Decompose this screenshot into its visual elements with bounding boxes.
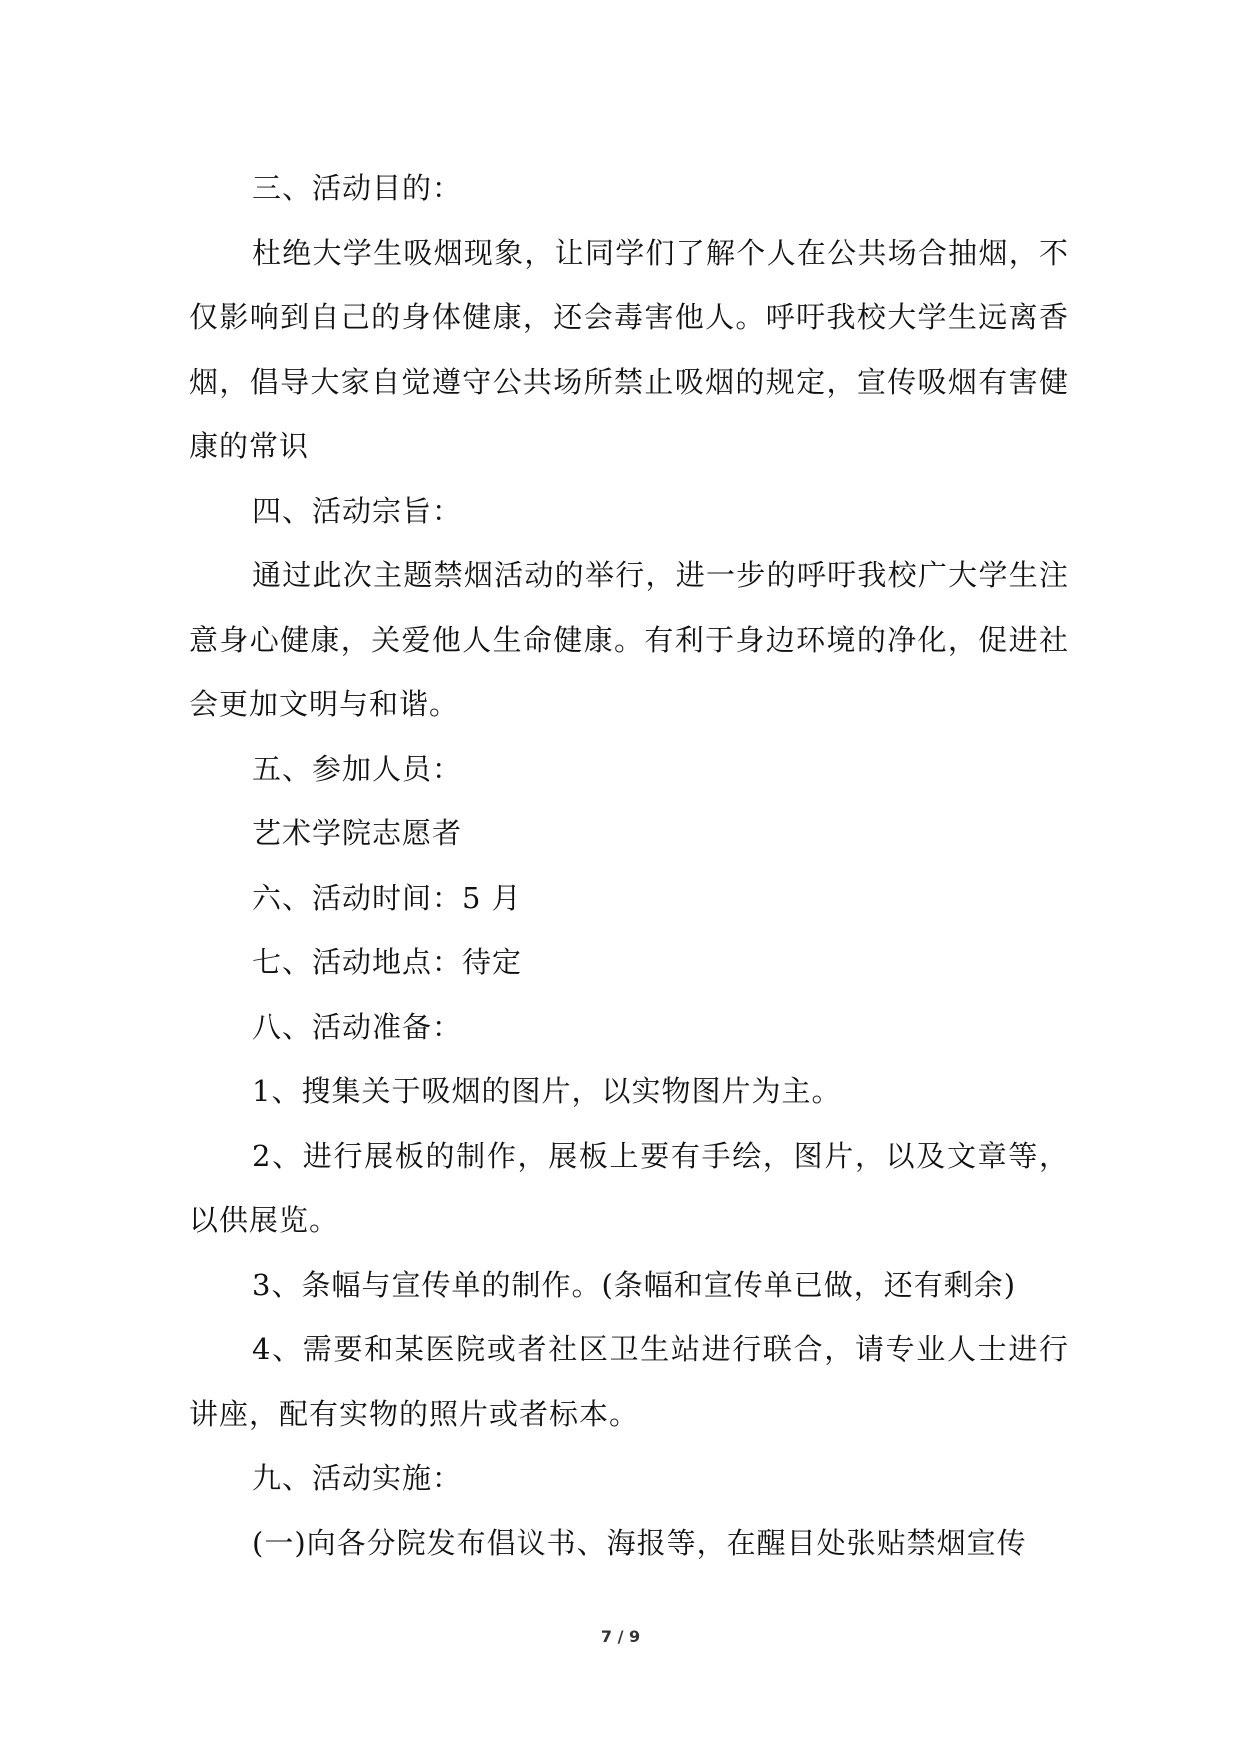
list-item-preparation-2: 2、进行展板的制作，展板上要有手绘，图片，以及文章等，以供展览。 [189, 1138, 1069, 1237]
line-activity-time: 六、活动时间：5 月 [252, 880, 522, 915]
heading-activity-implementation: 九、活动实施： [252, 1461, 463, 1495]
document-body [189, 156, 1069, 1575]
paragraph-participants: 艺术学院志愿者 [252, 816, 463, 850]
page-number: 7 / 9 [600, 1627, 641, 1646]
line-activity-location: 七、活动地点：待定 [252, 945, 523, 979]
paragraph-implementation-1: (一)向各分院发布倡议书、海报等，在醒目处张贴禁烟宣传 [252, 1525, 1027, 1560]
list-item-preparation-4: 4、需要和某医院或者社区卫生站进行联合，请专业人士进行讲座，配有实物的照片或者标本。 [189, 1332, 1069, 1431]
list-item-preparation-1: 1、搜集关于吸烟的图片，以实物图片为主。 [252, 1074, 842, 1108]
heading-activity-preparation: 八、活动准备： [252, 1009, 463, 1044]
heading-participants: 五、参加人员： [252, 751, 463, 786]
heading-activity-aim: 四、活动宗旨： [252, 493, 463, 528]
list-item-preparation-3: 3、条幅与宣传单的制作。(条幅和宣传单已做，还有剩余) [252, 1267, 1017, 1302]
paragraph-activity-aim: 通过此次主题禁烟活动的举行，进一步的呼吁我校广大学生注意身心健康，关爱他人生命健康。有利于身边环境的净化，促进社会更加文明与和谐。 [189, 558, 1069, 721]
heading-activity-purpose: 三、活动目的： [252, 171, 463, 205]
paragraph-activity-purpose: 杜绝大学生吸烟现象，让同学们了解个人在公共场合抽烟，不仅影响到自己的身体健康，还会毒害他人。呼吁我校大学生远离香烟，倡导大家自觉遵守公共场所禁止吸烟的规定，宣传吸烟有害健康的常识 [189, 235, 1069, 463]
